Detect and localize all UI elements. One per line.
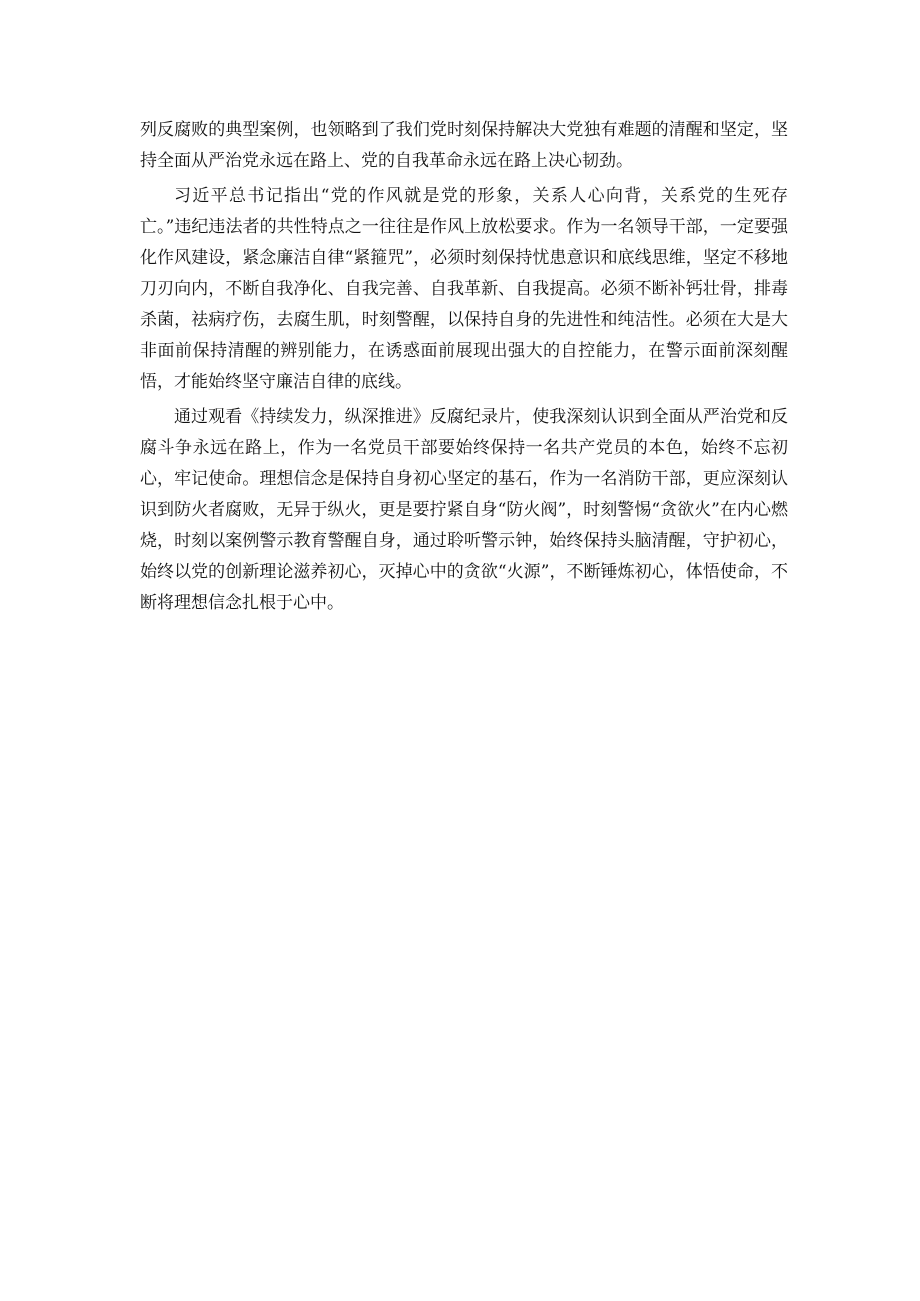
- paragraph-2: 习近平总书记指出“党的作风就是党的形象，关系人心向背，关系党的生死存亡。”违纪违法者的共性特点之一往往是作风上放松要求。作为一名领导干部，一定要强化作风建设，紧念廉洁自律“紧箍咒”，必须时刻保持忧患意识和底线思维，坚定不移地刀刃向内，不断自我净化、自我完善、自我革新、自我提高。必须不断补钙壮骨，排毒杀菌，祛病疗伤，去腐生肌，时刻警醒，以保持自身的先进性和纯洁性。必须在大是大非面前保持清醒的辨别能力，在诱惑面前展现出强大的自控能力，在警示面前深刻醒悟，才能始终坚守廉洁自律的底线。: [140, 186, 788, 392]
- paragraph-1: 列反腐败的典型案例，也领略到了我们党时刻保持解决大党独有难题的清醒和坚定，坚持全面从严治党永远在路上、党的自我革命永远在路上决心韧劲。: [140, 120, 788, 171]
- document-body: [140, 115, 788, 623]
- paragraph-3: 通过观看《持续发力，纵深推进》反腐纪录片，使我深刻认识到全面从严治党和反腐斗争永远在路上，作为一名党员干部要始终保持一名共产党员的本色，始终不忘初心，牢记使命。理想信念是保持自身初心坚定的基石，作为一名消防干部，更应深刻认识到防火者腐败，无异于纵火，更是要拧紧自身“防火阀”，时刻警惕“贪欲火”在内心燃烧，时刻以案例警示教育警醒自身，通过聆听警示钟，始终保持头脑清醒，守护初心，始终以党的创新理论滋养初心，灭掉心中的贪欲“火源”，不断锤炼初心，体悟使命，不断将理想信念扎根于心中。: [140, 407, 788, 613]
